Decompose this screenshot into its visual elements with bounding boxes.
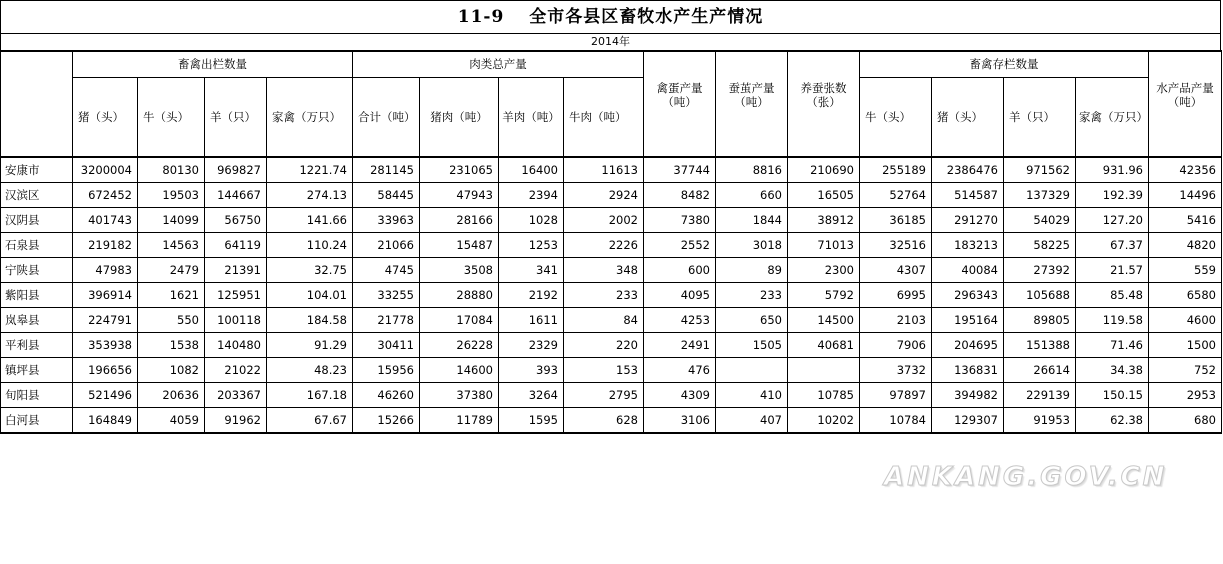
table-cell: 47943 [420, 183, 499, 208]
table-cell: 62.38 [1076, 408, 1149, 434]
table-cell: 153 [564, 358, 644, 383]
table-cell: 680 [1149, 408, 1222, 434]
table-cell: 348 [564, 258, 644, 283]
region-name: 镇坪县 [1, 358, 73, 383]
table-cell: 1844 [716, 208, 788, 233]
table-cell: 16505 [788, 183, 860, 208]
table-cell: 2953 [1149, 383, 1222, 408]
header-silkworm: 养蚕张数（张） [788, 51, 860, 158]
table-cell: 8816 [716, 157, 788, 183]
table-cell: 26614 [1004, 358, 1076, 383]
table-cell: 2552 [644, 233, 716, 258]
title-row [0, 0, 1221, 33]
header-egg: 禽蛋产量（吨） [644, 51, 716, 158]
table-row [1, 383, 1222, 408]
page-title: 11-9 全市各县区畜牧水产生产情况 [457, 7, 764, 27]
table-cell: 10202 [788, 408, 860, 434]
table-cell: 628 [564, 408, 644, 434]
table-cell: 105688 [1004, 283, 1076, 308]
table-cell: 231065 [420, 157, 499, 183]
table-cell: 233 [716, 283, 788, 308]
table-cell: 8482 [644, 183, 716, 208]
table-cell: 2329 [499, 333, 564, 358]
region-name: 汉滨区 [1, 183, 73, 208]
region-name: 汉阴县 [1, 208, 73, 233]
region-name: 白河县 [1, 408, 73, 434]
table-cell: 4059 [138, 408, 205, 434]
table-cell: 971562 [1004, 157, 1076, 183]
table-cell [788, 358, 860, 383]
header-stock-poultry: 家禽（万只） [1076, 78, 1149, 158]
table-cell: 10784 [860, 408, 932, 434]
table-cell: 80130 [138, 157, 205, 183]
table-cell: 7906 [860, 333, 932, 358]
table-cell: 521496 [73, 383, 138, 408]
table-cell: 46260 [353, 383, 420, 408]
table-cell: 19503 [138, 183, 205, 208]
table-cell: 110.24 [267, 233, 353, 258]
group-livestock-out: 畜禽出栏数量 [73, 51, 353, 78]
table-cell: 14563 [138, 233, 205, 258]
header-stock-sheep: 羊（只） [1004, 78, 1076, 158]
table-cell: 4307 [860, 258, 932, 283]
header-stock-pig: 猪（头） [932, 78, 1004, 158]
table-cell: 32516 [860, 233, 932, 258]
table-cell: 752 [1149, 358, 1222, 383]
table-cell: 15266 [353, 408, 420, 434]
table-cell: 37380 [420, 383, 499, 408]
table-cell: 37744 [644, 157, 716, 183]
table-cell: 672452 [73, 183, 138, 208]
table-cell: 341 [499, 258, 564, 283]
table-cell: 21.57 [1076, 258, 1149, 283]
table-cell: 600 [644, 258, 716, 283]
header-aquatic: 水产品产量（吨） [1149, 51, 1222, 158]
table-cell: 84 [564, 308, 644, 333]
group-meat-total: 肉类总产量 [353, 51, 644, 78]
table-cell: 20636 [138, 383, 205, 408]
table-cell: 15956 [353, 358, 420, 383]
table-cell: 4820 [1149, 233, 1222, 258]
header-stock-cattle: 牛（头） [860, 78, 932, 158]
table-cell: 140480 [205, 333, 267, 358]
group-livestock-stock: 畜禽存栏数量 [860, 51, 1149, 78]
table-cell: 393 [499, 358, 564, 383]
table-cell: 559 [1149, 258, 1222, 283]
header-cattle-out: 牛（头） [138, 78, 205, 158]
table-cell: 550 [138, 308, 205, 333]
header-pork: 猪肉（吨） [420, 78, 499, 158]
table-cell: 203367 [205, 383, 267, 408]
table-cell: 476 [644, 358, 716, 383]
table-cell: 931.96 [1076, 157, 1149, 183]
table-cell: 1621 [138, 283, 205, 308]
table-cell: 137329 [1004, 183, 1076, 208]
table-cell: 3264 [499, 383, 564, 408]
region-name: 石泉县 [1, 233, 73, 258]
table-cell: 34.38 [1076, 358, 1149, 383]
header-row-2 [1, 78, 1222, 158]
table-cell: 42356 [1149, 157, 1222, 183]
table-cell: 33255 [353, 283, 420, 308]
table-cell: 204695 [932, 333, 1004, 358]
table-cell: 195164 [932, 308, 1004, 333]
table-cell: 219182 [73, 233, 138, 258]
region-name: 安康市 [1, 157, 73, 183]
table-cell: 48.23 [267, 358, 353, 383]
region-name: 紫阳县 [1, 283, 73, 308]
header-sheep-out: 羊（只） [205, 78, 267, 158]
table-cell: 2924 [564, 183, 644, 208]
table-cell: 32.75 [267, 258, 353, 283]
table-cell: 30411 [353, 333, 420, 358]
table-row [1, 308, 1222, 333]
header-pig-out: 猪（头） [73, 78, 138, 158]
table-cell: 28166 [420, 208, 499, 233]
table-cell: 119.58 [1076, 308, 1149, 333]
header-poultry-out: 家禽（万只） [267, 78, 353, 158]
table-cell: 40681 [788, 333, 860, 358]
table-cell: 16400 [499, 157, 564, 183]
table-cell: 5416 [1149, 208, 1222, 233]
table-cell: 21066 [353, 233, 420, 258]
table-cell: 144667 [205, 183, 267, 208]
table-cell: 650 [716, 308, 788, 333]
table-cell: 3732 [860, 358, 932, 383]
header-beef: 牛肉（吨） [564, 78, 644, 158]
table-cell: 2103 [860, 308, 932, 333]
table-cell: 2479 [138, 258, 205, 283]
table-cell: 2192 [499, 283, 564, 308]
table-top-border [0, 50, 1221, 52]
table-cell: 26228 [420, 333, 499, 358]
table-cell: 151388 [1004, 333, 1076, 358]
table-row [1, 233, 1222, 258]
table-cell: 196656 [73, 358, 138, 383]
header-row-1 [1, 51, 1222, 78]
table-cell: 14099 [138, 208, 205, 233]
table-cell: 58445 [353, 183, 420, 208]
table-cell: 660 [716, 183, 788, 208]
table-cell: 1505 [716, 333, 788, 358]
table-cell: 11613 [564, 157, 644, 183]
table-cell: 4600 [1149, 308, 1222, 333]
table-cell: 210690 [788, 157, 860, 183]
table-cell: 6580 [1149, 283, 1222, 308]
table-cell: 5792 [788, 283, 860, 308]
table-cell: 52764 [860, 183, 932, 208]
table-row [1, 183, 1222, 208]
table-cell: 4095 [644, 283, 716, 308]
table-cell: 296343 [932, 283, 1004, 308]
table-cell: 38912 [788, 208, 860, 233]
table-cell: 104.01 [267, 283, 353, 308]
table-cell: 401743 [73, 208, 138, 233]
table-cell: 281145 [353, 157, 420, 183]
table-cell: 2002 [564, 208, 644, 233]
table-row [1, 283, 1222, 308]
table-cell: 125951 [205, 283, 267, 308]
table-row [1, 157, 1222, 183]
table-cell: 1221.74 [267, 157, 353, 183]
table-row [1, 358, 1222, 383]
table-cell: 91.29 [267, 333, 353, 358]
table-cell: 274.13 [267, 183, 353, 208]
table-cell: 71.46 [1076, 333, 1149, 358]
table-cell: 10785 [788, 383, 860, 408]
table-cell: 141.66 [267, 208, 353, 233]
table-cell: 14600 [420, 358, 499, 383]
table-cell: 54029 [1004, 208, 1076, 233]
header-cocoon: 蚕茧产量（吨） [716, 51, 788, 158]
region-name: 旬阳县 [1, 383, 73, 408]
table-cell: 89805 [1004, 308, 1076, 333]
table-cell: 2300 [788, 258, 860, 283]
table-cell: 6995 [860, 283, 932, 308]
table-cell: 2386476 [932, 157, 1004, 183]
table-cell: 21778 [353, 308, 420, 333]
table-cell: 410 [716, 383, 788, 408]
table-cell: 21391 [205, 258, 267, 283]
table-cell: 3018 [716, 233, 788, 258]
table-cell: 2491 [644, 333, 716, 358]
table-cell: 2394 [499, 183, 564, 208]
table-body [1, 157, 1222, 433]
header-meat-total: 合计（吨） [353, 78, 420, 158]
year-label: 2014年 [0, 33, 1221, 50]
table-cell: 184.58 [267, 308, 353, 333]
table-cell: 1253 [499, 233, 564, 258]
table-cell: 7380 [644, 208, 716, 233]
table-row [1, 333, 1222, 358]
table-cell: 21022 [205, 358, 267, 383]
table-cell: 1028 [499, 208, 564, 233]
table-cell: 4745 [353, 258, 420, 283]
table-cell: 67.37 [1076, 233, 1149, 258]
table-cell: 33963 [353, 208, 420, 233]
region-name: 宁陕县 [1, 258, 73, 283]
table-cell: 11789 [420, 408, 499, 434]
table-cell: 150.15 [1076, 383, 1149, 408]
table-cell: 2795 [564, 383, 644, 408]
table-cell: 4253 [644, 308, 716, 333]
table-cell: 89 [716, 258, 788, 283]
table-cell: 192.39 [1076, 183, 1149, 208]
region-header [1, 51, 73, 158]
table-cell: 167.18 [267, 383, 353, 408]
table-cell: 1538 [138, 333, 205, 358]
table-row [1, 408, 1222, 434]
table-cell: 136831 [932, 358, 1004, 383]
table-cell: 3106 [644, 408, 716, 434]
table-cell: 71013 [788, 233, 860, 258]
table-cell: 15487 [420, 233, 499, 258]
table-cell: 129307 [932, 408, 1004, 434]
table-cell: 396914 [73, 283, 138, 308]
region-name: 岚皋县 [1, 308, 73, 333]
table-cell: 164849 [73, 408, 138, 434]
table-cell: 28880 [420, 283, 499, 308]
region-name: 平利县 [1, 333, 73, 358]
table-cell: 36185 [860, 208, 932, 233]
table-cell: 17084 [420, 308, 499, 333]
table-cell: 291270 [932, 208, 1004, 233]
table-cell: 224791 [73, 308, 138, 333]
table-cell: 1082 [138, 358, 205, 383]
table-cell: 58225 [1004, 233, 1076, 258]
table-cell: 67.67 [267, 408, 353, 434]
table-cell: 220 [564, 333, 644, 358]
table-cell: 233 [564, 283, 644, 308]
table-cell: 1611 [499, 308, 564, 333]
table-cell: 100118 [205, 308, 267, 333]
table-cell: 1595 [499, 408, 564, 434]
table-cell: 85.48 [1076, 283, 1149, 308]
table-cell: 27392 [1004, 258, 1076, 283]
table-cell: 56750 [205, 208, 267, 233]
table-row [1, 208, 1222, 233]
table-cell: 394982 [932, 383, 1004, 408]
watermark: ANKANG.GOV.CN [884, 462, 1168, 492]
table-cell: 255189 [860, 157, 932, 183]
livestock-table [0, 50, 1222, 434]
table-cell: 353938 [73, 333, 138, 358]
table-row [1, 258, 1222, 283]
table-cell: 4309 [644, 383, 716, 408]
header-mutton: 羊肉（吨） [499, 78, 564, 158]
table-cell: 14496 [1149, 183, 1222, 208]
table-cell: 91953 [1004, 408, 1076, 434]
table-cell: 3508 [420, 258, 499, 283]
table-cell: 97897 [860, 383, 932, 408]
table-cell: 183213 [932, 233, 1004, 258]
table-cell: 229139 [1004, 383, 1076, 408]
table-cell: 969827 [205, 157, 267, 183]
table-cell: 407 [716, 408, 788, 434]
table-cell: 514587 [932, 183, 1004, 208]
table-cell: 47983 [73, 258, 138, 283]
table-cell [716, 358, 788, 383]
table-cell: 3200004 [73, 157, 138, 183]
table-cell: 91962 [205, 408, 267, 434]
table-cell: 14500 [788, 308, 860, 333]
table-cell: 1500 [1149, 333, 1222, 358]
table-cell: 2226 [564, 233, 644, 258]
table-cell: 64119 [205, 233, 267, 258]
table-cell: 40084 [932, 258, 1004, 283]
table-cell: 127.20 [1076, 208, 1149, 233]
